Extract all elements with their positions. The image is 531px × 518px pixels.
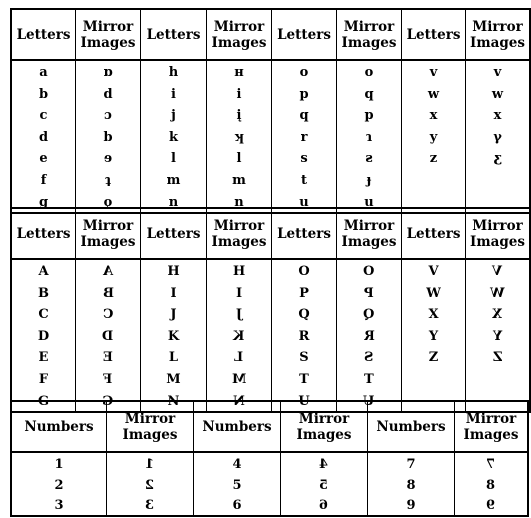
lowercase-mirror-column-3: o q p ɿ ƨ ɟ u xyxy=(364,65,374,210)
lowercase-mirror-column-2: ʜ i į ʞ l m n xyxy=(232,65,246,210)
uppercase-letters-column-2: H I J K L M N xyxy=(166,264,181,409)
header-letters-4: Letters xyxy=(402,208,466,259)
lowercase-mirror-table xyxy=(10,8,531,214)
header-letters-2: Letters xyxy=(141,9,207,60)
header-letters-4: Letters xyxy=(402,9,466,60)
numbers-mirror-table xyxy=(10,400,529,517)
header-mirror-images-4: Mirror Images xyxy=(466,9,531,60)
header-letters-2: Letters xyxy=(141,208,207,259)
uppercase-mirror-column-2: H I J K L M N xyxy=(231,264,247,409)
uppercase-letters-column-4: V W X Y Z xyxy=(426,264,441,366)
lowercase-mirror-column-4: v w x γ ƹ xyxy=(491,65,504,167)
header-mirror-images-1: Mirror Images xyxy=(76,208,141,259)
uppercase-letters-column-1: A B C D E F G xyxy=(37,264,50,409)
header-letters-3: Letters xyxy=(272,208,337,259)
numbers-mirror-column-2: 4 5 6 xyxy=(319,457,329,513)
header-letters-1: Letters xyxy=(11,9,76,60)
lowercase-mirror-column-1: ɒ d ɔ b ɘ ʇ ǫ xyxy=(103,65,113,210)
header-mirror-images-1: Mirror Images xyxy=(76,9,141,60)
header-mirror-images-4: Mirror Images xyxy=(466,208,531,259)
header-mirror-images-3: Mirror Images xyxy=(455,401,529,452)
header-numbers-1: Numbers xyxy=(11,401,107,452)
numbers-column-3: 7 8 9 xyxy=(406,457,416,513)
lowercase-letters-column-4: v w x y z xyxy=(427,65,440,167)
header-letters-3: Letters xyxy=(272,9,337,60)
numbers-column-1: 1 2 3 xyxy=(54,457,64,513)
uppercase-mirror-column-1: A B C D E F G xyxy=(102,264,114,409)
header-mirror-images-2: Mirror Images xyxy=(281,401,368,452)
uppercase-mirror-column-3: O P Q R S T U xyxy=(363,264,375,409)
header-mirror-images-3: Mirror Images xyxy=(337,9,402,60)
header-mirror-images-2: Mirror Images xyxy=(207,208,272,259)
header-letters-1: Letters xyxy=(11,208,76,259)
uppercase-letters-column-3: O P Q R S T U xyxy=(298,264,310,409)
uppercase-mirror-table xyxy=(10,207,531,413)
uppercase-mirror-column-4: V W X Y Z xyxy=(490,264,505,366)
header-mirror-images-3: Mirror Images xyxy=(337,208,402,259)
numbers-mirror-column-3: 7 8 9 xyxy=(486,457,496,513)
numbers-column-2: 4 5 6 xyxy=(232,457,242,513)
lowercase-letters-column-2: h i j k l m n xyxy=(166,65,181,210)
header-mirror-images-2: Mirror Images xyxy=(207,9,272,60)
header-numbers-2: Numbers xyxy=(194,401,281,452)
header-numbers-3: Numbers xyxy=(368,401,455,452)
lowercase-letters-column-1: a b c d e f g xyxy=(38,65,49,210)
header-mirror-images-1: Mirror Images xyxy=(107,401,194,452)
numbers-mirror-column-1: 1 2 3 xyxy=(145,457,155,513)
lowercase-letters-column-3: o p q r s t u xyxy=(299,65,309,210)
